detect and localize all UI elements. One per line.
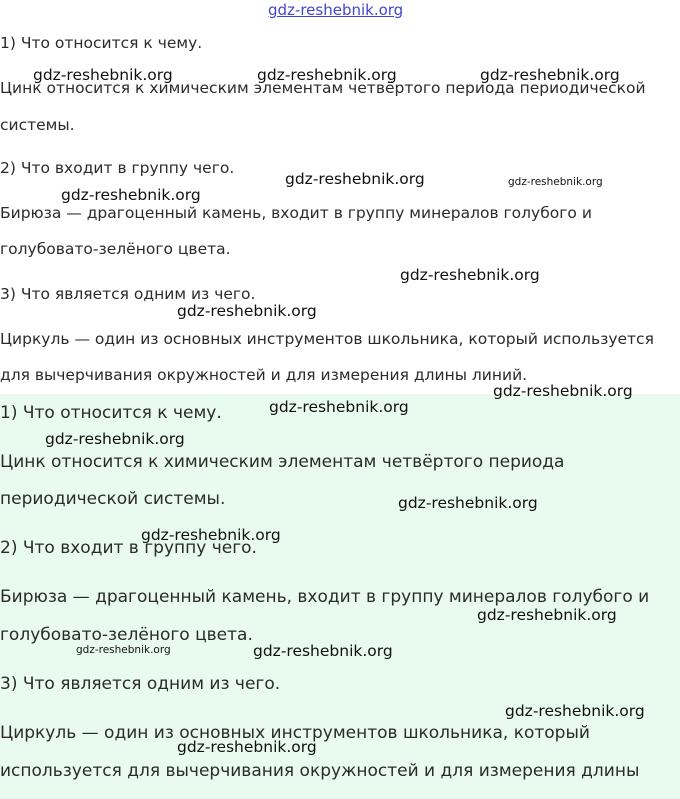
top-q2-heading: 2) Что входит в группу чего. <box>0 159 235 177</box>
top-q2-answer-line-1: Бирюза — драгоценный камень, входит в группу минералов голубого и <box>0 204 592 222</box>
bottom-q1-heading: 1) Что относится к чему. <box>0 403 222 423</box>
bottom-q1-answer-line-1: Цинк относится к химическим элементам четвёртого периода <box>0 452 565 472</box>
watermark: gdz-reshebnik.org <box>177 302 317 320</box>
bottom-q1-answer-line-2: периодической системы. <box>0 489 226 509</box>
bottom-q2-heading: 2) Что входит в группу чего. <box>0 538 257 558</box>
bottom-q2-answer-line-2: голубовато-зелёного цвета. <box>0 625 253 645</box>
top-q3-answer-line-2: для вычерчивания окружностей и для измерения длины линий. <box>0 366 528 384</box>
watermark: gdz-reshebnik.org <box>61 186 201 204</box>
watermark: gdz-reshebnik.org <box>477 606 617 624</box>
bottom-q3-answer-line-1: Циркуль — один из основных инструментов школьника, который <box>0 723 590 743</box>
top-q1-answer-line-1: Цинк относится к химическим элементам четвёртого периода периодической <box>0 79 646 97</box>
watermark: gdz-reshebnik.org <box>493 382 633 400</box>
watermark: gdz-reshebnik.org <box>177 738 317 756</box>
watermark: gdz-reshebnik.org <box>257 66 397 84</box>
top-q1-heading: 1) Что относится к чему. <box>0 34 203 52</box>
top-q3-answer-line-1: Циркуль — один из основных инструментов школьника, который используется <box>0 330 654 348</box>
watermark: gdz-reshebnik.org <box>76 644 171 656</box>
bottom-q2-answer-line-1: Бирюза — драгоценный камень, входит в группу минералов голубого и <box>0 587 650 607</box>
watermark: gdz-reshebnik.org <box>269 398 409 416</box>
watermark: gdz-reshebnik.org <box>398 494 538 512</box>
site-link[interactable]: gdz-reshebnik.org <box>268 1 404 19</box>
top-q2-answer-line-2: голубовато-зелёного цвета. <box>0 240 231 258</box>
watermark: gdz-reshebnik.org <box>33 66 173 84</box>
watermark: gdz-reshebnik.org <box>505 702 645 720</box>
bottom-q3-heading: 3) Что является одним из чего. <box>0 674 281 694</box>
watermark: gdz-reshebnik.org <box>508 176 603 188</box>
watermark: gdz-reshebnik.org <box>45 430 185 448</box>
watermark: gdz-reshebnik.org <box>285 170 425 188</box>
watermark: gdz-reshebnik.org <box>480 66 620 84</box>
watermark: gdz-reshebnik.org <box>141 526 281 544</box>
watermark: gdz-reshebnik.org <box>253 642 393 660</box>
watermark: gdz-reshebnik.org <box>400 266 540 284</box>
bottom-q3-answer-line-2: используется для вычерчивания окружностей и для измерения длины <box>0 761 640 781</box>
top-q3-heading: 3) Что является одним из чего. <box>0 285 256 303</box>
top-q1-answer-line-2: системы. <box>0 116 75 134</box>
